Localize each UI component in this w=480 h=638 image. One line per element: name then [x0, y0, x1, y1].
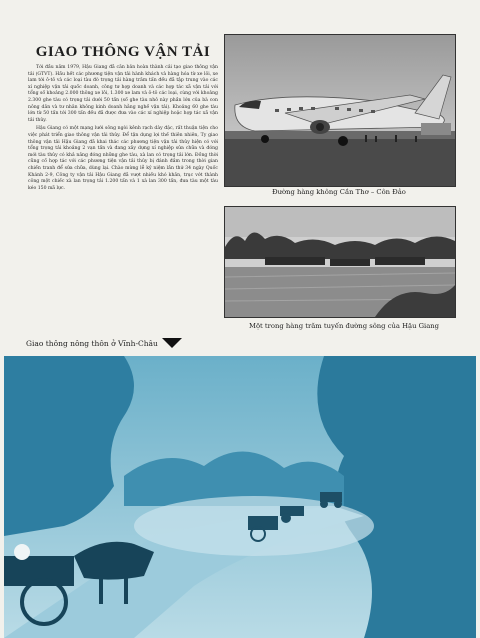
article-paragraph-1: Tới đầu năm 1979, Hậu Giang đã căn bản hoàn thành cải tạo giao thông vận tải (GTVT). Hầu hết các phương tiện vận tải hành khách và hàng hóa từ xe lôi, xe lam tới ô-tô và các loại tàu đò trọng tải hàng trăm tấn đều đã tập trung vào các xí nghiệp vận tải quốc doanh, công tư hợp doanh và các hợp tác xã vận tải với tổng số khoảng 2.000 thông xe lôi, 1.300 xe lam và ô-tô các loại, cùng với khoảng 2.300 ghe tàu có trọng tải dưới 50 tấn (số ghe tàu nhỏ này phần lớn của bà con nông dân và tư nhân không kinh doanh hằng nghề vận tải). Khoảng 60 ghe tàu lớn từ 50 tấn tới 300 tấn đều đã được đưa vào các xí nghiệp hoặc hợp tác xã vận tải thủy.: [28, 65, 218, 123]
article: [28, 44, 218, 194]
rural-transport-photo: [4, 356, 476, 638]
airplane-caption: Đường hàng không Cần Thơ – Côn Đảo: [272, 188, 406, 196]
triangle-down-icon: [162, 338, 182, 348]
airplane-photo: [224, 34, 456, 187]
article-title: GIAO THÔNG VẬN TẢI: [35, 44, 211, 60]
rural-caption: [26, 338, 182, 348]
river-photo: [224, 206, 456, 318]
article-paragraph-2: Hậu Giang có một mạng lưới sông ngòi kênh rạch dày đặc, rất thuận tiện cho việc phát triển giao thông vận tải thủy. Để tận dụng lợi thế thiên nhiên, Ty giao thông vận tải Hậu Giang đã khai thác các phương tiện vận tải thủy hiện có với tổng trọng tải khoảng 2 vạn tấn và đang xây dựng xí nghiệp sửa chữa và đóng mới tàu thủy có khả năng đóng những ghe tàu, xà lan có trọng tải lớn. Đồng thời cũng cố hợp tác với các phương tiện vận tải thủy bị đánh đắm trong thời gian chiến tranh để sửa chữa, dùng lại. Chào mừng lễ kỷ niệm lần thứ 34 ngày Quốc Khánh 2-9, Công ty vận tải Hậu Giang đã vượt nhiều khó khăn, trục vớt thành công một chiếc xà lan trọng tải 1.200 tấn và 1 xà lan 300 tấn, đưa tàu một tàu kéo 150 mã lực.: [28, 126, 218, 191]
river-caption: Một trong hàng trăm tuyến đường sông của Hậu Giang: [248, 322, 439, 330]
rural-caption-text: Giao thông nông thôn ở Vĩnh-Châu: [26, 338, 158, 348]
